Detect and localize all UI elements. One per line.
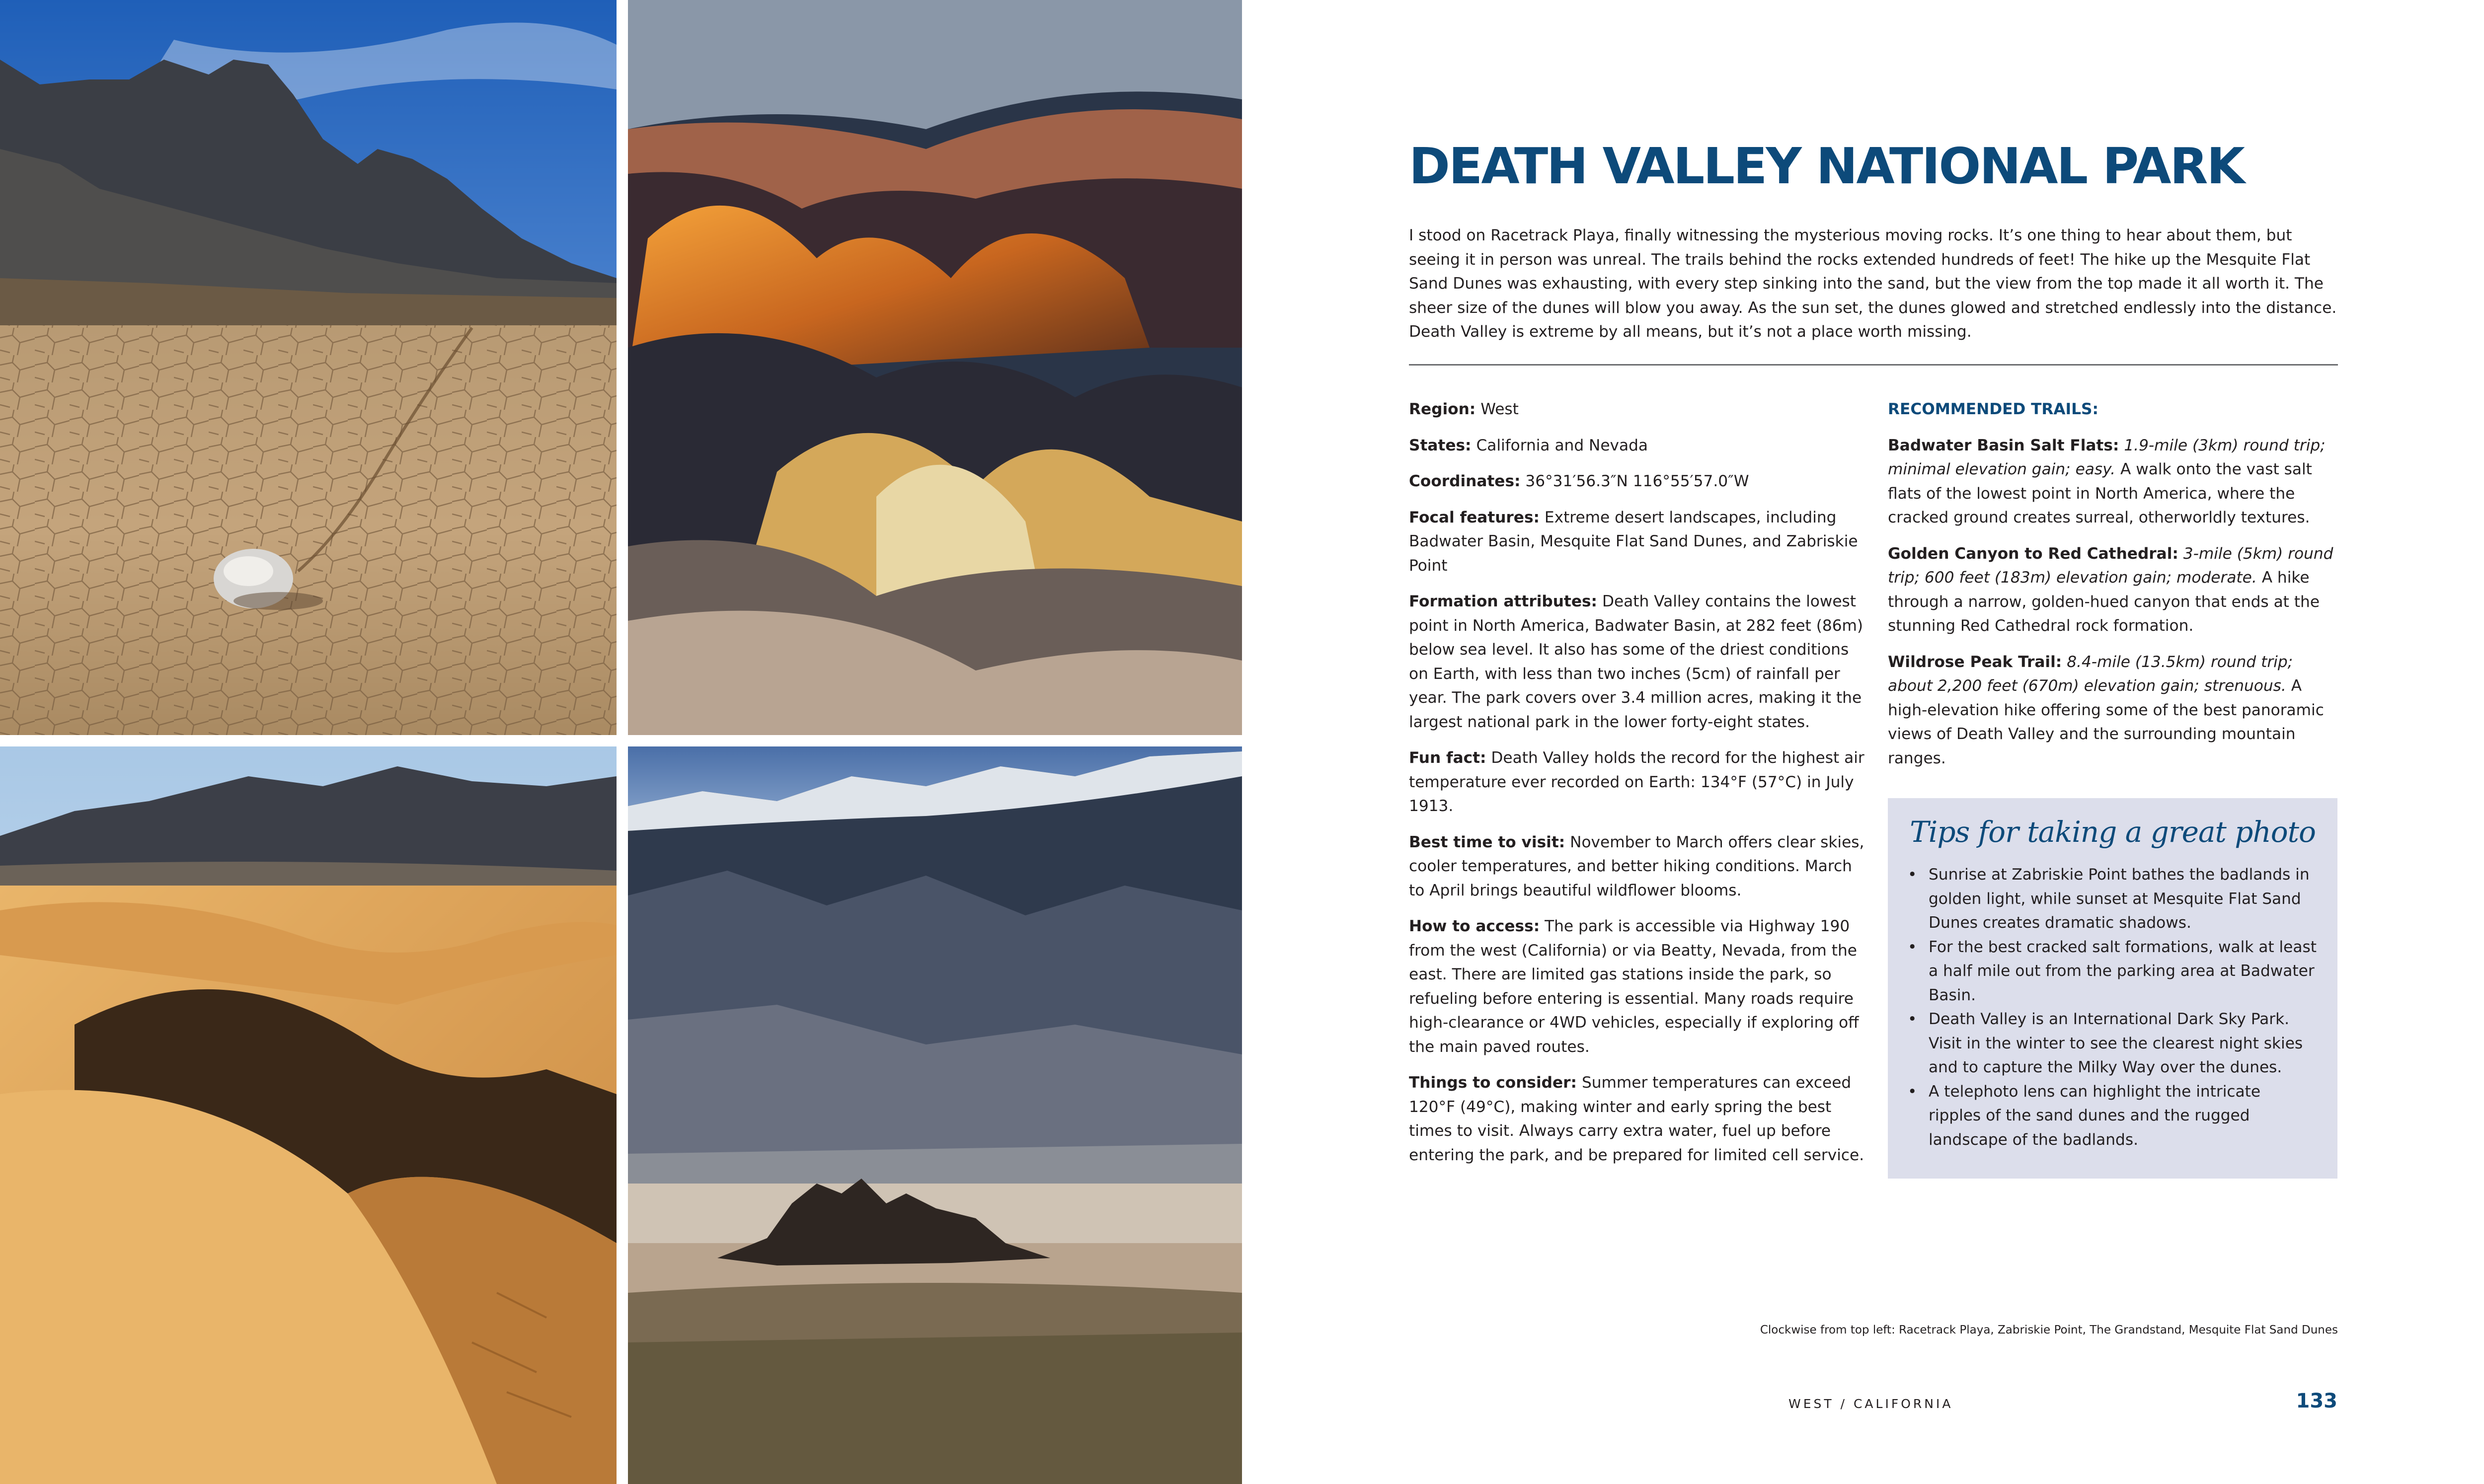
- trail-item: [1888, 434, 2342, 530]
- tip-item: • Death Valley is an International Dark Sky Park. Visit in the winter to see the clearest night skies and to capture the Milky Way over the dunes.: [1908, 1007, 2318, 1080]
- fact-label: Region:: [1409, 400, 1476, 418]
- fact-text: The park is accessible via Highway 190 from the west (California) or via Beatty, Nevada, from the east. There are limited gas stations inside the park, so refueling before entering is essential. Many roads require high-clearance or 4WD vehicles, especially if exploring off the main paved routes.: [1409, 917, 1859, 1056]
- trail-description: A walk onto the vast salt flats of the lowest point in North America, where the cracked ground creates surreal, otherworldly textures.: [1888, 460, 2312, 526]
- fact-label: Best time to visit:: [1409, 833, 1565, 851]
- photo-tips-box: [1888, 798, 2337, 1179]
- intro-paragraph: I stood on Racetrack Playa, finally witnessing the mysterious moving rocks. It’s one thing to hear about them, but seeing it in person was unreal. The trails behind the rocks extended hundreds of feet! The hike up the Mesquite Flat Sand Dunes was exhausting, with every step sinking into the sand, but the view from the top made it all worth it. The sheer size of the dunes will blow you away. As the sun set, the dunes glowed and stretched endlessly into the distance. Death Valley is extreme by all means, but it’s not a place worth missing.: [1409, 226, 2337, 341]
- page-title: DEATH VALLEY NATIONAL PARK: [1409, 137, 2244, 195]
- trail-name: Wildrose Peak Trail:: [1888, 653, 2062, 671]
- fact-label: Coordinates:: [1409, 472, 1521, 490]
- fact-label: Fun fact:: [1409, 749, 1486, 767]
- fact-text: Extreme desert landscapes, including Badwater Basin, Mesquite Flat Sand Dunes, and Zabriskie Point: [1409, 508, 1858, 575]
- fact-coordinates: [1409, 469, 1866, 494]
- footer-section-label: WEST / CALIFORNIA: [1788, 1397, 1953, 1411]
- trail-name: Golden Canyon to Red Cathedral:: [1888, 544, 2178, 563]
- fact-fun-fact: [1409, 746, 1866, 818]
- fact-best-time: [1409, 830, 1866, 903]
- trail-item: [1888, 542, 2342, 638]
- fact-text: 36°31′56.3″N 116°55′57.0″W: [1525, 472, 1749, 490]
- fact-label: Formation attributes:: [1409, 593, 1598, 610]
- tips-title: Tips for taking a great photo: [1910, 815, 2316, 849]
- fact-states: [1409, 434, 1866, 458]
- fact-how-to-access: [1409, 914, 1866, 1059]
- trail-description: A high-elevation hike offering some of the best panoramic views of Death Valley and the surrounding mountain ranges.: [1888, 677, 2324, 767]
- photo-zabriskie-point: [628, 0, 1242, 735]
- tip-item: • Sunrise at Zabriskie Point bathes the badlands in golden light, while sunset at Mesquite Flat Sand Dunes creates dramatic shadows.: [1908, 863, 2318, 935]
- trail-stats: 1.9-mile (3km) round trip; minimal elevation gain; easy.: [1888, 436, 2326, 478]
- tip-item: • For the best cracked salt formations, walk at least a half mile out from the parking area at Badwater Basin.: [1908, 935, 2318, 1008]
- fact-text: November to March offers clear skies, cooler temperatures, and better hiking conditions. March to April brings beautiful wildflower blooms.: [1409, 833, 1864, 899]
- fact-label: States:: [1409, 436, 1472, 454]
- photo-mesquite-flat-sand-dunes: [0, 746, 617, 1484]
- trails-heading: RECOMMENDED TRAILS:: [1888, 400, 2098, 418]
- trail-item: [1888, 650, 2342, 771]
- fact-text: West: [1480, 400, 1519, 418]
- fact-text: California and Nevada: [1476, 436, 1648, 454]
- section-divider: [1409, 364, 2338, 366]
- page-number: 133: [2296, 1390, 2337, 1412]
- trail-stats: 3-mile (5km) round trip; 600 feet (183m) elevation gain; moderate.: [1888, 544, 2333, 587]
- trail-name: Badwater Basin Salt Flats:: [1888, 436, 2119, 454]
- fact-text: Death Valley contains the lowest point in North America, Badwater Basin, at 282 feet (86m) below sea level. It also has some of the driest conditions on Earth, with less than two inches (5cm) of rainfall per year. The park covers over 3.4 million acres, making it the largest national park in the lower forty-eight states.: [1409, 593, 1863, 731]
- fact-text: Summer temperatures can exceed 120°F (49°C), making winter and early spring the best times to visit. Always carry extra water, fuel up before entering the park, and be prepared for limited cell service.: [1409, 1074, 1864, 1164]
- fact-label: Things to consider:: [1409, 1074, 1577, 1092]
- recommended-trails: [1888, 397, 2342, 782]
- photo-caption: Clockwise from top left: Racetrack Playa, Zabriskie Point, The Grandstand, Mesquite Flat Sand Dunes: [1760, 1324, 2338, 1336]
- photo-the-grandstand: [628, 746, 1242, 1484]
- tip-item: • A telephoto lens can highlight the intricate ripples of the sand dunes and the rugged landscape of the badlands.: [1908, 1080, 2318, 1152]
- fact-focal-features: [1409, 506, 1866, 578]
- fact-label: How to access:: [1409, 917, 1540, 935]
- trail-stats: 8.4-mile (13.5km) round trip; about 2,200 feet (670m) elevation gain; strenuous.: [1888, 653, 2293, 695]
- fact-region: [1409, 397, 1866, 422]
- trail-description: A hike through a narrow, golden-hued canyon that ends at the stunning Red Cathedral rock formation.: [1888, 569, 2320, 635]
- fact-label: Focal features:: [1409, 508, 1540, 526]
- fact-things-to-consider: [1409, 1071, 1866, 1167]
- fact-text: Death Valley holds the record for the highest air temperature ever recorded on Earth: 134°F (57°C) in July 1913.: [1409, 749, 1864, 815]
- fact-formation-attributes: [1409, 590, 1866, 734]
- park-facts: [1409, 397, 1866, 1179]
- tips-list: [1908, 863, 2318, 1152]
- photo-racetrack-playa: [0, 0, 617, 735]
